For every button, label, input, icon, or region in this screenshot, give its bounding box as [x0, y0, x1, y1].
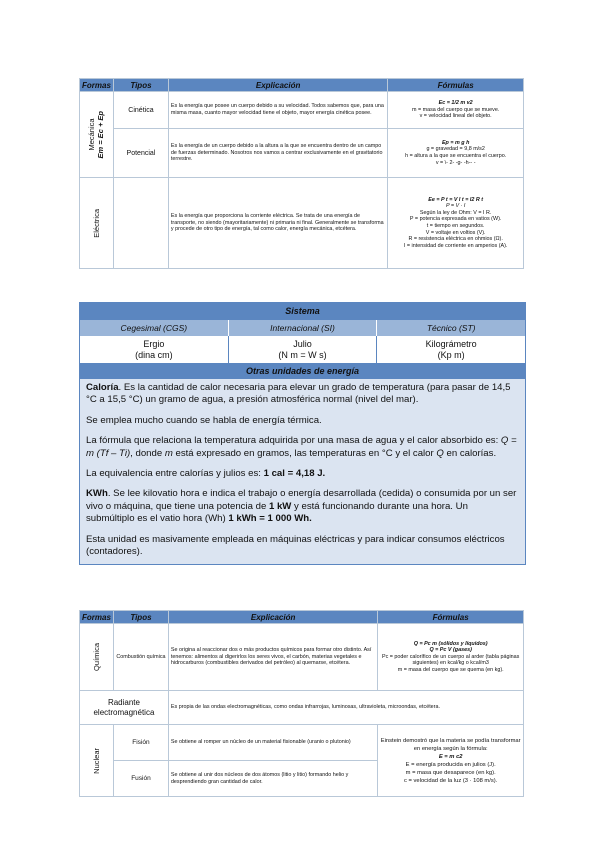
- header-formulas: Fórmulas: [388, 79, 524, 92]
- header-explicacion: Explicación: [168, 79, 387, 92]
- tipo-cinetica: Cinética: [113, 92, 168, 129]
- formula-line: m = masa del cuerpo que se quema (en kg).: [397, 666, 504, 673]
- formula-line: Q = Pc m (sólidos y líquidos): [413, 640, 488, 647]
- energy-forms-table-1: [79, 78, 524, 269]
- table-row: [80, 129, 524, 178]
- forma-nuclear: Nuclear: [91, 747, 101, 774]
- formulas-potencial: [388, 129, 524, 178]
- formula-line: V = voltaje en voltios (V).: [425, 229, 486, 236]
- energy-forms-table-2: [79, 610, 524, 797]
- tipo-potencial: Potencial: [113, 129, 168, 178]
- formula-line: P = potencia expresada en vatios (W).: [409, 216, 502, 223]
- paragraph-kwh: KWh. Se lee kilovatio hora e indica el trabajo o energía desarrollada (cedida) o consumida por un ser vivo o máquina, que tiene una potencia de 1 kW y está funcionando durante una hora. Un submúltiplo es el vatio hora (Wh) 1 kWh = 1 000 Wh.: [86, 488, 517, 525]
- table-row: [80, 178, 524, 269]
- table-row: [80, 725, 524, 761]
- table-header-row: [80, 611, 524, 624]
- formula-line: R = resistencia eléctrica en ohmios (Ω).: [408, 236, 503, 243]
- header-tipos: Tipos: [113, 79, 168, 92]
- system-columns: [80, 320, 525, 336]
- formula-line: Ee = P t = V I t = I2 R t: [428, 196, 484, 203]
- otras-unidades-title: Otras unidades de energía: [80, 363, 525, 379]
- table-row: [80, 624, 524, 691]
- forma-quimica: Química: [91, 643, 101, 671]
- unit-detail: (dina cm): [135, 350, 173, 360]
- column-cgs: Cegesimal (CGS): [80, 320, 228, 336]
- energy-units-box: [79, 302, 526, 565]
- paragraph-formula: La fórmula que relaciona la temperatura adquirida por una masa de agua y el calor absorbido es: Q = m (Tf – Ti), donde m está expresado en gramos, las temperaturas en °C y el calor Q en calorías.: [86, 435, 517, 459]
- explicacion-fusion: Se obtiene al unir dos núcleos de dos átomos (litio y litio) formando helio y desprendiendo gran cantidad de calor.: [168, 761, 377, 797]
- paragraph-contadores: Esta unidad es masivamente empleada en máquinas eléctricas y para indicar consumos eléctricos (contadores).: [86, 533, 505, 558]
- kwh-term: KWh: [86, 488, 108, 500]
- formula-line: E = m c2: [438, 753, 463, 760]
- formula-line: Según la ley de Ohm: V = I R.: [419, 209, 492, 216]
- forma-nuclear-cell: [80, 725, 114, 797]
- forma-radiante: Radiante electromagnética: [80, 691, 169, 725]
- explicacion-radiante: Es propia de las ondas electromagnéticas, como ondas infrarrojas, luminosas, ultravioleta, microondas, etcétera.: [168, 691, 523, 725]
- table-row: [80, 691, 524, 725]
- explicacion-electrica: Es la energía que proporciona la corriente eléctrica. Se trata de una energía de transporte, no siendo (mayoritariamente) ni primaria ni final. Generalmente se transforma y procede de otro tipo de energía, tal como calor, energía mecánica, etcétera.: [168, 178, 387, 269]
- formula-line: g = gravedad = 9,8 m/s2: [426, 146, 485, 153]
- formula-line: Q = Pc V (gases): [429, 647, 472, 654]
- header-tipos: Tipos: [113, 611, 168, 624]
- tipo-fusion: Fusión: [113, 761, 168, 797]
- explicacion-quimica: Se origina al reaccionar dos o más productos químicos para formar otro distinto. Así tenemos: alimentos al digerirlos los seres vivos, el carbón, materias vegetales e hidrocarburos (combustibles derivados del petróleo) al quemarse, etcétera.: [168, 624, 377, 691]
- forma-quimica-cell: [80, 624, 114, 691]
- forma-electrica: Eléctrica: [91, 208, 101, 238]
- formula-line: Pc = poder calorífico de un cuerpo al arder (tabla páginas siguientes) en kcal/kg o kcal/m3: [381, 653, 520, 667]
- forma-mecanica-cell: [80, 92, 114, 178]
- formulas-quimica: [378, 624, 524, 691]
- paragraph-equivalencia: La equivalencia entre calorías y julios es: 1 cal = 4,18 J.: [86, 468, 326, 480]
- formula-line: Ec = 1/2 m v2: [438, 100, 473, 107]
- formula-line: m = masa que desaparece (en kg).: [405, 769, 496, 776]
- header-explicacion: Explicación: [168, 611, 377, 624]
- formula-line: Ep = m g h: [441, 139, 470, 146]
- tipo-fision: Fisión: [113, 725, 168, 761]
- formulas-electrica: [388, 178, 524, 269]
- energy-units-text: [80, 379, 525, 564]
- unit-name: Julio: [293, 339, 312, 349]
- formulas-cinetica: [388, 92, 524, 129]
- formula-line: Einstein demostró que la materia se podía transformar en energía según la fórmula:: [380, 737, 521, 752]
- tipo-electrica: [113, 178, 168, 269]
- unit-name: Kilográmetro: [425, 339, 477, 349]
- header-formulas: Fórmulas: [378, 611, 524, 624]
- column-st: Técnico (ST): [376, 320, 525, 336]
- explicacion-fision: Se obtiene al romper un núcleo de un material fisionable (uranio o plutonio): [168, 725, 377, 761]
- formula-line: I = intensidad de corriente en amperios (A).: [403, 242, 508, 249]
- unit-si: [228, 336, 377, 363]
- header-formas: Formas: [80, 611, 114, 624]
- caloria-term: Caloría: [86, 382, 119, 393]
- header-formas: Formas: [80, 79, 114, 92]
- paragraph-caloria: Caloría. Es la cantidad de calor necesaria para elevar un grado de temperatura (para pasar de 14,5 °C a 15,5 °C) un gramo de agua, a presión atmosférica normal (nivel del mar).: [86, 382, 511, 406]
- forma-mecanica: Mecánica: [87, 118, 97, 151]
- explicacion-potencial: Es la energía de un cuerpo debido a la altura a la que se encuentra dentro de un campo de fuerzas determinado. Nosotros nos vamos a centrar exclusivamente en el gravitatorio terrestre.: [168, 129, 387, 178]
- heat-formula: Q = m (Tf – Ti): [86, 435, 517, 459]
- mecanica-formula: Em = Ec + Ep: [96, 110, 106, 159]
- sistema-title: Sistema: [80, 303, 525, 320]
- table-row: [80, 92, 524, 129]
- formula-line: t = tiempo en segundos.: [426, 223, 485, 229]
- unit-cgs: [80, 336, 228, 363]
- tipo-combustion: Combustión química: [113, 624, 168, 691]
- column-si: Internacional (SI): [228, 320, 377, 336]
- formula-line: v = velocidad lineal del objeto.: [419, 113, 492, 120]
- paragraph-termica: Se emplea mucho cuando se habla de energía térmica.: [86, 414, 322, 426]
- unit-detail: (Kp m): [437, 350, 465, 360]
- formula-line: P = V · I: [445, 203, 466, 210]
- table-header-row: [80, 79, 524, 92]
- formula-line: v = \- 2- -g- -h-- -: [435, 159, 476, 166]
- formula-line: h = altura a la que se encuentra el cuerpo.: [405, 153, 507, 159]
- explicacion-cinetica: Es la energía que posee un cuerpo debido a su velocidad. Todos sabemos que, para una misma masa, cuanto mayor velocidad tiene el objeto, mayor energía cinética posee.: [168, 92, 387, 129]
- unit-detail: (N m = W s): [278, 350, 327, 360]
- formula-line: c = velocidad de la luz (3 · 108 m/s).: [404, 777, 498, 784]
- formula-line: E = energía producida en julios (J).: [405, 761, 496, 768]
- forma-electrica-cell: [80, 178, 114, 269]
- unit-name: Ergio: [143, 339, 165, 349]
- unit-st: [376, 336, 525, 363]
- unit-values: [80, 336, 525, 363]
- formulas-nuclear: [378, 725, 524, 797]
- formula-line: m = masa del cuerpo que se mueve.: [411, 106, 500, 113]
